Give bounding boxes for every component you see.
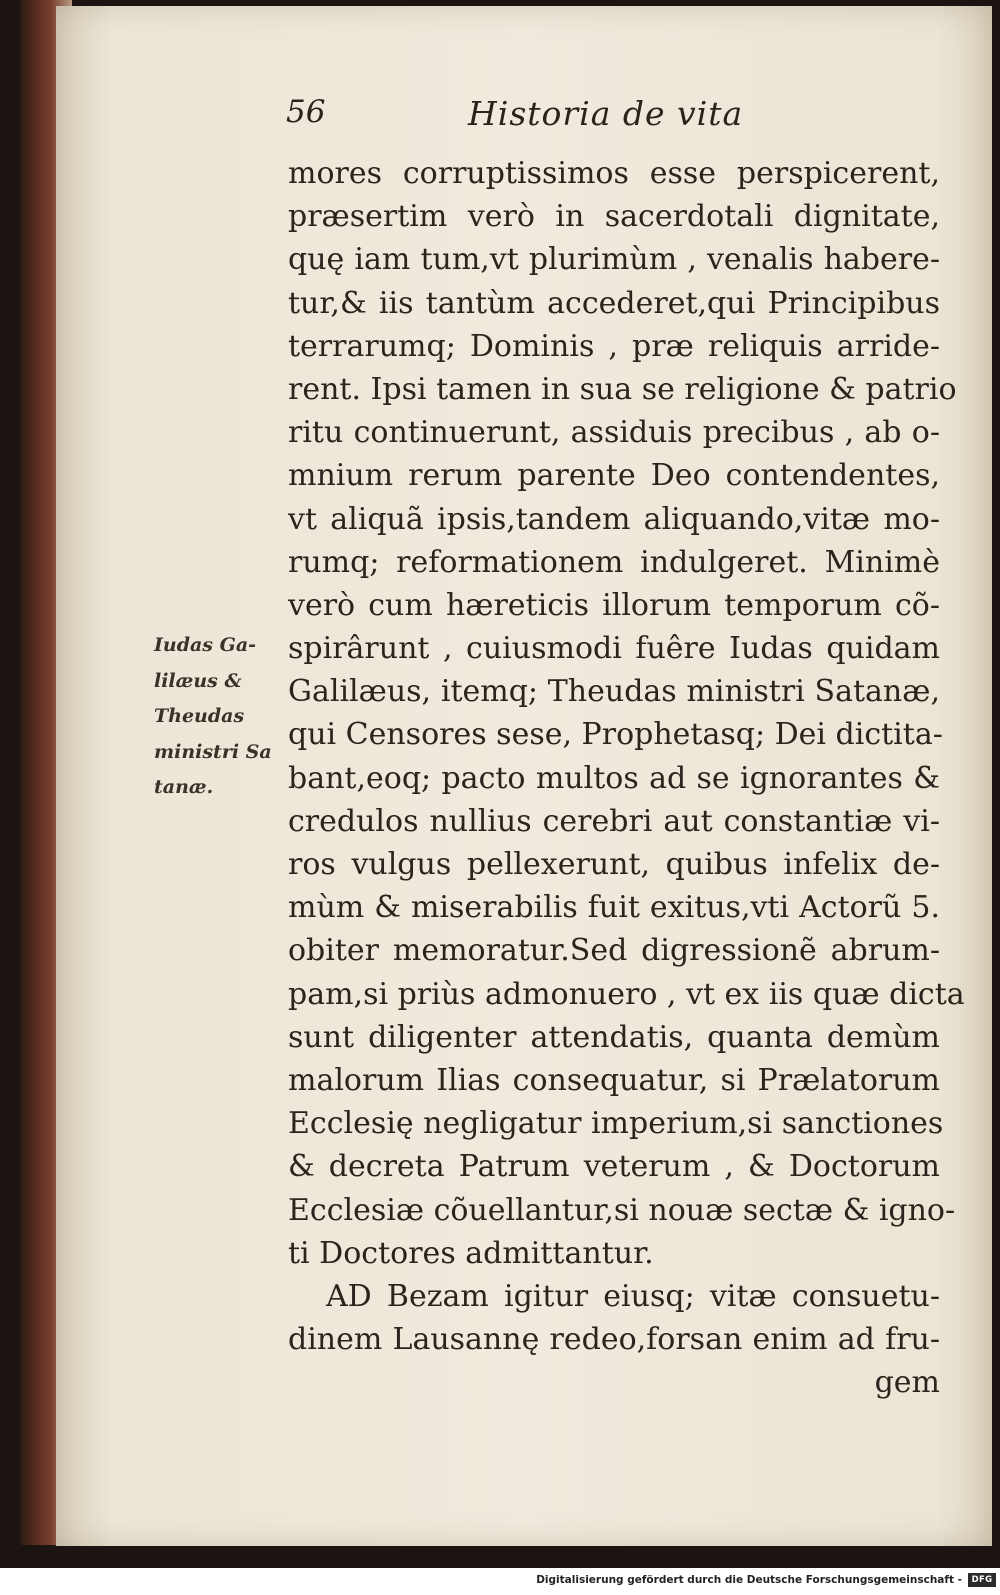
text-line: ros vulgus pellexerunt, quibus infelix de- xyxy=(288,847,940,882)
catchword: gem xyxy=(874,1365,940,1401)
text-line: bant,eoq; pacto multos ad se ignorantes & xyxy=(288,760,940,796)
marginal-note-line: lilæus & xyxy=(154,669,242,692)
text-line: Galilæus, itemq; Theudas ministri Satanæ, xyxy=(288,674,940,710)
text-line: ritu continuerunt, assiduis precibus , ab o- xyxy=(288,415,940,451)
text-line: terrarumq; Dominis , præ reliquis arride- xyxy=(288,328,940,364)
text-line: Ecclesiæ cõuellantur,si nouæ sectæ & igno- xyxy=(288,1192,956,1228)
text-line: pam,si priùs admonuero , vt ex iis quæ dicta xyxy=(288,976,965,1012)
text-line: quę iam tum,vt plurimùm , venalis habere- xyxy=(288,242,940,278)
text-line: mores corruptissimos esse perspicerent, xyxy=(288,156,940,191)
text-line: credulos nullius cerebri aut constantiæ vi- xyxy=(288,803,940,839)
text-line: spirârunt , cuiusmodi fuêre Iudas quidam xyxy=(288,631,940,667)
text-line: mùm & miserabilis fuit exitus,vti Actorũ 5. xyxy=(288,890,940,926)
page-number: 56 xyxy=(286,94,326,130)
digitization-credit: Digitalisierung gefördert durch die Deutsche Forschungsgemeinschaft - xyxy=(536,1574,962,1586)
text-line: dinem Lausannę redeo,forsan enim ad fru- xyxy=(288,1322,940,1358)
text-line: tur,& iis tantùm accederet,qui Principibus xyxy=(288,285,940,321)
text-line: Ecclesię negligatur imperium,si sanctiones xyxy=(288,1106,944,1142)
marginal-note xyxy=(154,628,294,806)
text-line: rent. Ipsi tamen in sua se religione & patrio xyxy=(288,371,957,407)
marginal-note-line: Iudas Ga- xyxy=(154,634,257,656)
text-line: & decreta Patrum veterum , & Doctorum xyxy=(288,1149,940,1185)
text-line: rumq; reformationem indulgeret. Minimè xyxy=(288,544,940,580)
marginal-note-line: tanæ. xyxy=(154,776,214,798)
text-line: obiter memoratur.Sed digressionẽ abrum- xyxy=(288,933,940,969)
book-page xyxy=(56,6,992,1546)
text-line: præsertim verò in sacerdotali dignitate, xyxy=(288,199,940,235)
text-line: sunt diligenter attendatis, quanta demùm xyxy=(288,1019,940,1055)
text-line: malorum Ilias consequatur, si Prælatorum xyxy=(288,1062,940,1098)
paragraph-start-line: AD Bezam igitur eiusq; vitæ consuetu- xyxy=(326,1278,940,1314)
body-text xyxy=(288,152,965,1404)
text-line: ti Doctores admittantur. xyxy=(288,1235,654,1271)
footer-bar xyxy=(0,1568,1000,1595)
text-line: verò cum hæreticis illorum temporum cõ- xyxy=(288,587,940,623)
dfg-logo: DFG xyxy=(968,1573,996,1587)
page-header xyxy=(286,94,806,144)
marginal-note-line: Theudas xyxy=(154,705,245,727)
marginal-note-line: ministri Sa xyxy=(154,740,272,763)
text-line: vt aliquã ipsis,tandem aliquando,vitæ mo- xyxy=(288,501,940,537)
text-line: mnium rerum parente Deo contendentes, xyxy=(288,458,940,494)
text-line: qui Censores sese, Prophetasq; Dei dictita- xyxy=(288,717,943,753)
running-head: Historia de vita xyxy=(468,94,744,133)
